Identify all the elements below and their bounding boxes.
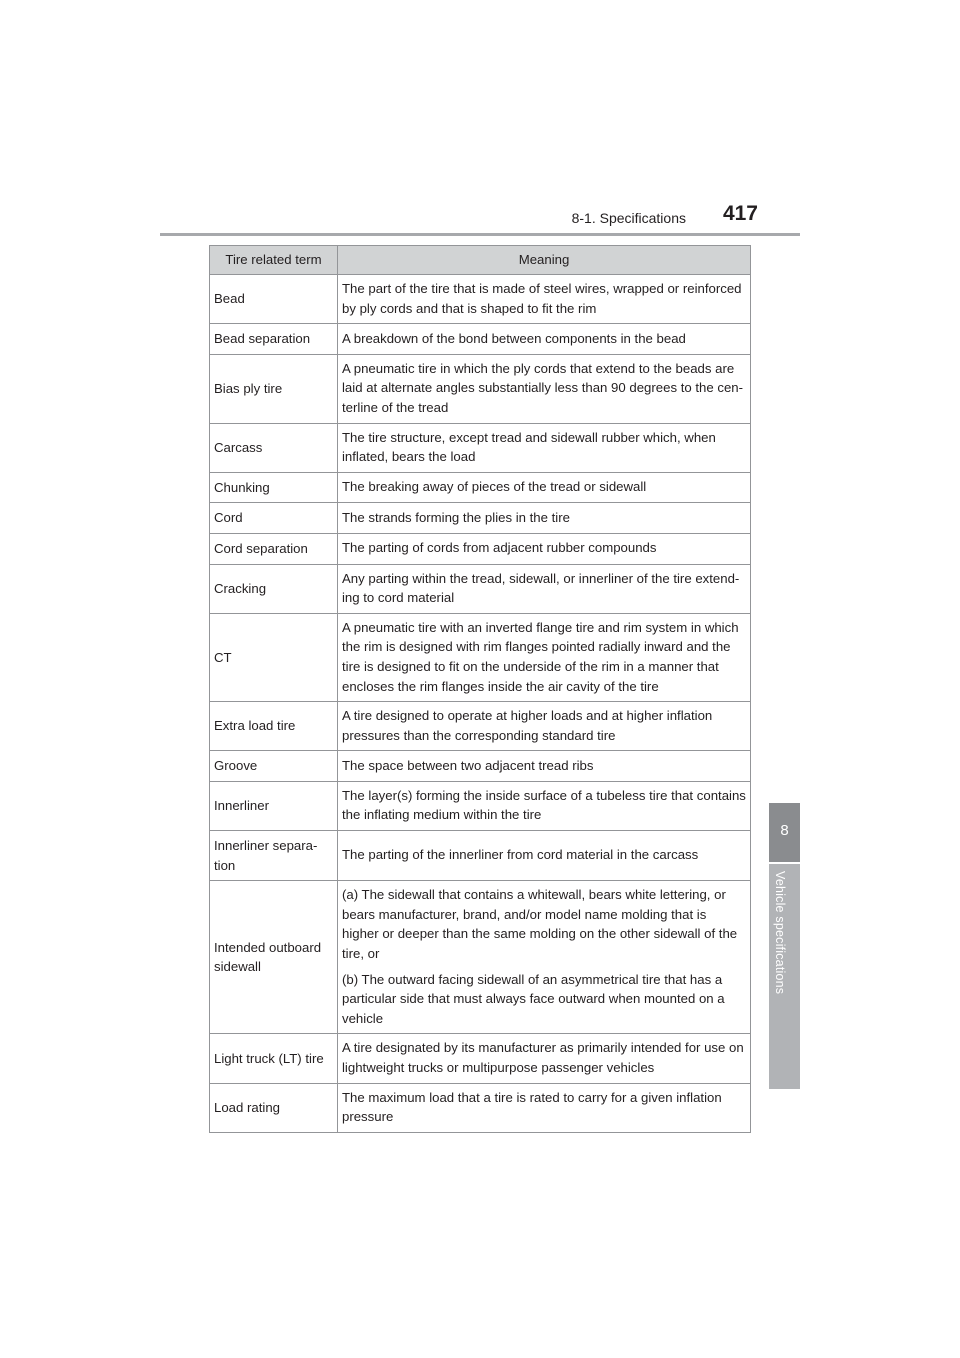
meaning-cell [338, 1034, 751, 1083]
table-row [210, 1083, 751, 1132]
meaning-paragraph: The layer(s) forming the inside surface of a tubeless tire that contains the inflating medium within the tire [342, 787, 746, 823]
table-row [210, 702, 751, 751]
table-header-row [210, 246, 751, 275]
table-row [210, 503, 751, 534]
tire-terms-table [209, 245, 751, 1133]
term-cell: Cord separation [210, 533, 338, 564]
table-row [210, 533, 751, 564]
table-row [210, 275, 751, 324]
meaning-paragraph: The strands forming the plies in the tire [342, 509, 570, 525]
meaning-cell [338, 275, 751, 324]
table-row [210, 423, 751, 472]
meaning-cell [338, 472, 751, 503]
term-cell: Load rating [210, 1083, 338, 1132]
term-cell: Chunking [210, 472, 338, 503]
chapter-title: Vehicle specifications [773, 871, 787, 995]
meaning-cell [338, 613, 751, 701]
meaning-paragraph: A tire designated by its manufacturer as primarily intended for use on lightweight trucks or multipurpose passenger vehicles [342, 1040, 744, 1075]
table-row [210, 354, 751, 423]
table-row [210, 781, 751, 830]
table-row [210, 881, 751, 1034]
meaning-paragraph: (b) The outward facing sidewall of an asymmetrical tire that has a particular side that must always face outward when mounted on a vehicle [342, 971, 725, 1026]
term-cell: Innerliner [210, 781, 338, 830]
meaning-paragraph: Any parting within the tread, sidewall, or innerliner of the tire extend-ing to cord material [342, 570, 740, 606]
meaning-paragraph: A pneumatic tire with an inverted flange tire and rim system in which the rim is designed with rim flanges pointed radially inward and the tire is designed to fit on the underside of the rim in a manner that encloses the rim flanges inside the air cavity of the tire [342, 619, 739, 694]
meaning-cell [338, 533, 751, 564]
meaning-cell [338, 881, 751, 1034]
meaning-cell [338, 702, 751, 751]
term-cell: Intended outboard sidewall [210, 881, 338, 1034]
table-row [210, 324, 751, 355]
meaning-cell [338, 831, 751, 881]
term-cell: Cracking [210, 564, 338, 613]
term-cell: Extra load tire [210, 702, 338, 751]
term-cell: Bead separation [210, 324, 338, 355]
table-row [210, 613, 751, 701]
meaning-cell [338, 564, 751, 613]
term-cell: Carcass [210, 423, 338, 472]
table-row [210, 1034, 751, 1083]
meaning-paragraph: The breaking away of pieces of the tread or sidewall [342, 479, 647, 495]
term-cell: Groove [210, 751, 338, 782]
meaning-paragraph: A breakdown of the bond between components in the bead [342, 330, 686, 346]
term-cell: Innerliner separa-tion [210, 831, 338, 881]
meaning-cell [338, 751, 751, 782]
table-row [210, 831, 751, 881]
meaning-cell [338, 423, 751, 472]
meaning-paragraph: The tire structure, except tread and sidewall rubber which, when inflated, bears the load [342, 429, 716, 465]
meaning-paragraph: (a) The sidewall that contains a whitewall, bears white lettering, or bears manufacturer, brand, and/or model name molding that is higher or deeper than the same molding on the other sidewall of the tire, or [342, 887, 738, 962]
column-header-meaning: Meaning [338, 246, 751, 275]
term-cell: Cord [210, 503, 338, 534]
meaning-paragraph: The maximum load that a tire is rated to carry for a given inflation pressure [342, 1089, 722, 1125]
chapter-side-tab [769, 803, 800, 1089]
section-title: 8-1. Specifications [571, 210, 686, 226]
term-cell: Light truck (LT) tire [210, 1034, 338, 1083]
meaning-cell [338, 1083, 751, 1132]
meaning-paragraph: The part of the tire that is made of steel wires, wrapped or reinforced by ply cords and that is shaped to fit the rim [342, 281, 742, 316]
term-cell: Bead [210, 275, 338, 324]
table-row [210, 472, 751, 503]
meaning-cell [338, 503, 751, 534]
term-cell: CT [210, 613, 338, 701]
table-row [210, 751, 751, 782]
term-cell: Bias ply tire [210, 354, 338, 423]
meaning-cell [338, 324, 751, 355]
chapter-number-block [769, 803, 800, 862]
header-divider [160, 233, 800, 236]
meaning-paragraph: A tire designed to operate at higher loads and at higher inflation pressures than the corresponding standard tire [342, 708, 713, 743]
meaning-paragraph: The parting of cords from adjacent rubber compounds [342, 540, 657, 556]
meaning-paragraph: A pneumatic tire in which the ply cords that extend to the beads are laid at alternate angles substantially less than 90 degrees to the cen-terline of the tread [342, 360, 744, 415]
meaning-cell [338, 781, 751, 830]
chapter-number: 8 [780, 822, 789, 839]
column-header-term: Tire related term [210, 246, 338, 275]
meaning-paragraph: The space between two adjacent tread ribs [342, 757, 594, 773]
meaning-cell [338, 354, 751, 423]
page-number: 417 [722, 202, 758, 225]
page-header [160, 200, 800, 236]
table-row [210, 564, 751, 613]
meaning-paragraph: The parting of the innerliner from cord material in the carcass [342, 847, 699, 863]
